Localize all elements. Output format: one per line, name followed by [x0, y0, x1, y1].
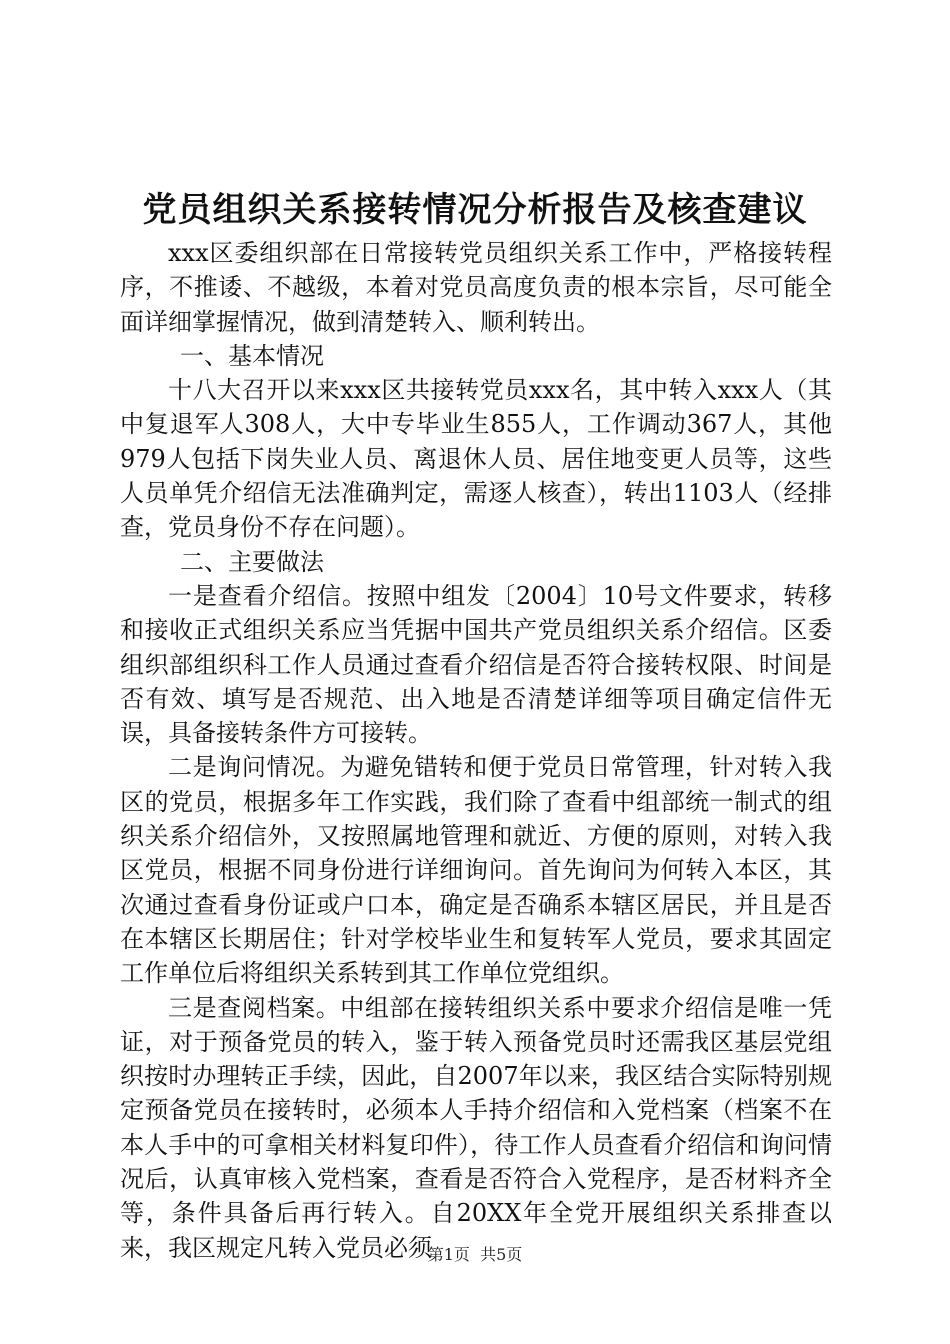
- basic-situation-paragraph: 十八大召开以来xxx区共接转党员xxx名，其中转入xxx人（其中复退军人308人，大中专毕业生855人，工作调动367人，其他979人包括下岗失业人员、离退休人员、居住地变更人员等，这些人员单凭介绍信无法准确判定，需逐人核查），转出1103人（经排查，党员身份不存在问题）。: [120, 376, 832, 542]
- page-total: 共5页: [480, 1245, 523, 1264]
- practice-paragraph-archive: 三是查阅档案。中组部在接转组织关系中要求介绍信是唯一凭证，对于预备党员的转入，鉴于转入预备党员时还需我区基层党组织按时办理转正手续，因此，自2007年以来，我区结合实际特别规定预备党员在接转时，必须本人手持介绍信和入党档案（档案不在本人手中的可拿相关材料复印件），待工作人员查看介绍信和询问情况后，认真审核入党档案，查看是否符合入党程序，是否材料齐全等，条件具备后再行转入。自20XX年全党开展组织关系排查以来，我区规定凡转入党员必须: [120, 993, 832, 1262]
- practice-paragraph-letter: 一是查看介绍信。按照中组发〔2004〕10号文件要求，转移和接收正式组织关系应当凭据中国共产党员组织关系介绍信。区委组织部组织科工作人员通过查看介绍信是否符合接转权限、时间是否有效、填写是否规范、出入地是否清楚详细等项目确定信件无误，具备接转条件方可接转。: [120, 581, 832, 748]
- section-heading-basic-situation: 一、基本情况: [180, 341, 324, 370]
- page-number: 第1页: [427, 1245, 470, 1264]
- page-footer: [0, 1244, 950, 1266]
- intro-paragraph: xxx区委组织部在日常接转党员组织关系工作中，严格接转程序，不推诿、不越级，本着对党员高度负责的根本宗旨，尽可能全面详细掌握情况，做到清楚转入、顺利转出。: [120, 239, 832, 336]
- footer-gap: [470, 1245, 480, 1264]
- document-title: 党员组织关系接转情况分析报告及核查建议: [142, 190, 808, 230]
- section-heading-main-practices: 二、主要做法: [180, 547, 324, 576]
- document-body: [120, 236, 832, 1265]
- practice-paragraph-inquiry: 二是询问情况。为避免错转和便于党员日常管理，针对转入我区的党员，根据多年工作实践，我们除了查看中组部统一制式的组织关系介绍信外，又按照属地管理和就近、方便的原则，对转入我区党员，根据不同身份进行详细询问。首先询问为何转入本区，其次通过查看身份证或户口本，确定是否确系本辖区居民，并且是否在本辖区长期居住；针对学校毕业生和复转军人党员，要求其固定工作单位后将组织关系转到其工作单位党组织。: [120, 753, 832, 988]
